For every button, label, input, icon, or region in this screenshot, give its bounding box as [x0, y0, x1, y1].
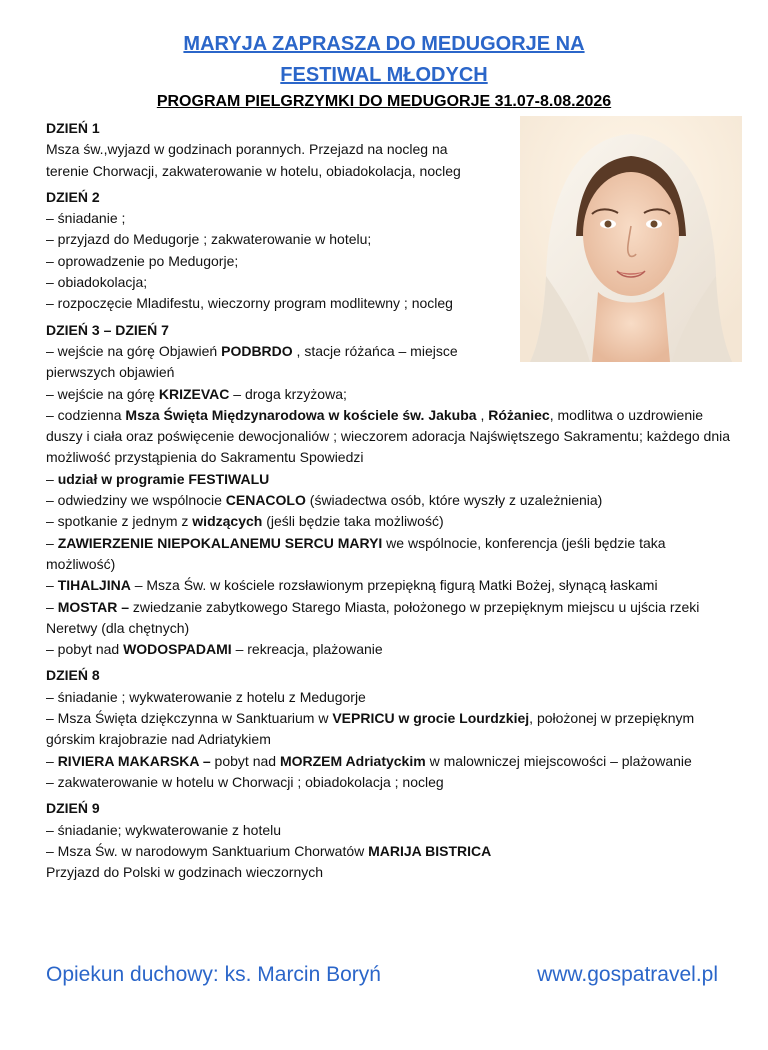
line-text: (jeśli będzie taka możliwość) — [262, 513, 444, 530]
program-line — [46, 575, 736, 596]
highlight-text: ZAWIERZENIE NIEPOKALANEMU SERCU MARYI — [57, 534, 383, 551]
program-line — [46, 772, 736, 793]
line-text: – spotkanie z jednym z — [46, 513, 193, 530]
line-text: – wejście na górę Objawień — [46, 342, 222, 359]
line-text: pobyt nad — [210, 752, 280, 769]
day-block — [46, 118, 736, 182]
highlight-text: KRIZEVAC — [158, 385, 230, 402]
program-line — [46, 597, 736, 640]
highlight-text: MOSTAR – — [57, 598, 129, 615]
program-line — [46, 469, 736, 490]
day-title: DZIEŃ 1 — [46, 120, 100, 136]
program-line — [46, 511, 736, 532]
highlight-text: WODOSPADAMI — [123, 641, 232, 658]
program-line — [46, 490, 736, 511]
line-text: Msza św.,wyjazd w godzinach porannych. Przejazd na nocleg na — [46, 141, 448, 158]
line-text: , położonej w przepięknym górskim krajobrazie nad Adriatykiem — [46, 710, 695, 748]
line-text: we wspólnocie, konferencja (jeśli będzie taka możliwość) — [46, 534, 666, 572]
program-line — [46, 251, 506, 272]
line-text: , — [476, 406, 489, 423]
line-text: – Msza Święta dziękczynna w Sanktuarium w — [46, 710, 333, 727]
line-text: – odwiedziny we wspólnocie — [46, 492, 226, 509]
line-text: – Msza Św. w narodowym Sanktuarium Chorwatów — [46, 842, 369, 859]
line-text: terenie Chorwacji, zakwaterowanie w hotelu, obiadokolacja, nocleg — [46, 162, 461, 179]
highlight-text: CENACOLO — [225, 492, 306, 509]
day-title: DZIEŃ 2 — [46, 188, 100, 205]
line-text: – droga krzyżowa; — [229, 385, 347, 402]
day-block — [46, 187, 736, 315]
line-text: – przyjazd do Medugorje ; zakwaterowanie w hotelu; — [46, 231, 372, 248]
highlight-text: widzących — [192, 513, 263, 530]
day-block — [46, 320, 736, 661]
line-text: zwiedzanie zabytkowego Starego Miasta, położonego w przepięknym miejscu u ujścia rzeki Neretwy (dla chętnych) — [46, 598, 700, 636]
day-block — [46, 665, 736, 793]
line-text: – — [46, 752, 58, 769]
program-line — [46, 161, 506, 182]
title-line-2: FESTIWAL MŁODYCH — [280, 64, 488, 86]
program-line — [46, 820, 736, 841]
line-text: – obiadokolacja; — [46, 274, 148, 291]
line-text: – śniadanie ; wykwaterowanie z hotelu z Medugorje — [46, 688, 366, 705]
program-line — [46, 384, 736, 405]
program-line — [46, 272, 506, 293]
line-text: Przyjazd do Polski w godzinach wieczornych — [46, 864, 324, 881]
program-line — [46, 687, 736, 708]
highlight-text: udział w programie FESTIWALU — [57, 470, 270, 487]
line-text: , modlitwa o uzdrowienie duszy i ciała oraz poświęcenie dewocjonaliów ; wieczorem adoracja Najświętszego Sakramentu; każdego dnia możliwość przystąpienia do Sakramentu Spowiedzi — [46, 406, 731, 466]
day-block — [46, 798, 736, 883]
line-text: – codzienna — [46, 406, 126, 423]
line-text: – — [46, 577, 58, 594]
highlight-text: MORZEM Adriatyckim — [279, 752, 426, 769]
program-line — [46, 229, 506, 250]
line-text: w malowniczej miejscowości – plażowanie — [425, 752, 692, 769]
program-line — [46, 862, 736, 883]
program-line — [46, 293, 506, 314]
line-text: – pobyt nad — [46, 641, 124, 658]
highlight-text: VEPRICU w grocie Lourdzkiej — [332, 710, 530, 727]
line-text: – rekreacja, plażowanie — [231, 641, 383, 658]
highlight-text: PODBRDO — [221, 342, 293, 359]
highlight-text: MARIJA BISTRICA — [368, 842, 492, 859]
program-content — [46, 118, 736, 888]
line-text: – śniadanie; wykwaterowanie z hotelu — [46, 821, 282, 838]
line-text: – — [46, 598, 58, 615]
spiritual-guardian: Opiekun duchowy: ks. Marcin Boryń — [46, 963, 381, 986]
program-subtitle: PROGRAM PIELGRZYMKI DO MEDUGORJE 31.07-8.08.2026 — [156, 93, 612, 110]
highlight-text: Msza Święta Międzynarodowa w kościele św. Jakuba — [125, 406, 477, 423]
program-line — [46, 208, 506, 229]
line-text: – wejście na górę — [46, 385, 159, 402]
line-text: – oprowadzenie po Medugorje; — [46, 252, 239, 269]
highlight-text: Różaniec — [488, 406, 550, 423]
program-line — [46, 405, 736, 469]
website-link[interactable]: www.gospatravel.pl — [537, 963, 718, 986]
line-text: – Msza Św. w kościele rozsławionym przepiękną figurą Matki Bożej, słynącą łaskami — [130, 577, 658, 594]
line-text: – śniadanie ; — [46, 210, 126, 227]
program-line — [46, 751, 736, 772]
line-text: , stacje różańca – miejsce pierwszych objawień — [46, 342, 458, 381]
day-title: DZIEŃ 9 — [46, 800, 100, 817]
program-line — [46, 841, 736, 862]
highlight-text: RIVIERA MAKARSKA – — [57, 752, 211, 769]
program-line — [46, 639, 736, 660]
program-line — [46, 341, 506, 384]
highlight-text: TIHALJINA — [57, 577, 131, 594]
line-text: – — [46, 534, 58, 551]
title-line-1: MARYJA ZAPRASZA DO MEDUGORJE NA — [183, 33, 585, 55]
program-line — [46, 708, 736, 751]
line-text: – rozpoczęcie Mladifestu, wieczorny program modlitewny ; nocleg — [46, 295, 453, 312]
line-text: – zakwaterowanie w hotelu w Chorwacji ; obiadokolacja ; nocleg — [46, 773, 444, 790]
line-text: – — [46, 470, 58, 487]
day-title: DZIEŃ 8 — [46, 667, 100, 684]
line-text: (świadectwa osób, które wyszły z uzależnienia) — [305, 492, 603, 509]
program-line — [46, 139, 506, 160]
program-line — [46, 533, 736, 576]
day-title: DZIEŃ 3 – DZIEŃ 7 — [46, 321, 169, 338]
